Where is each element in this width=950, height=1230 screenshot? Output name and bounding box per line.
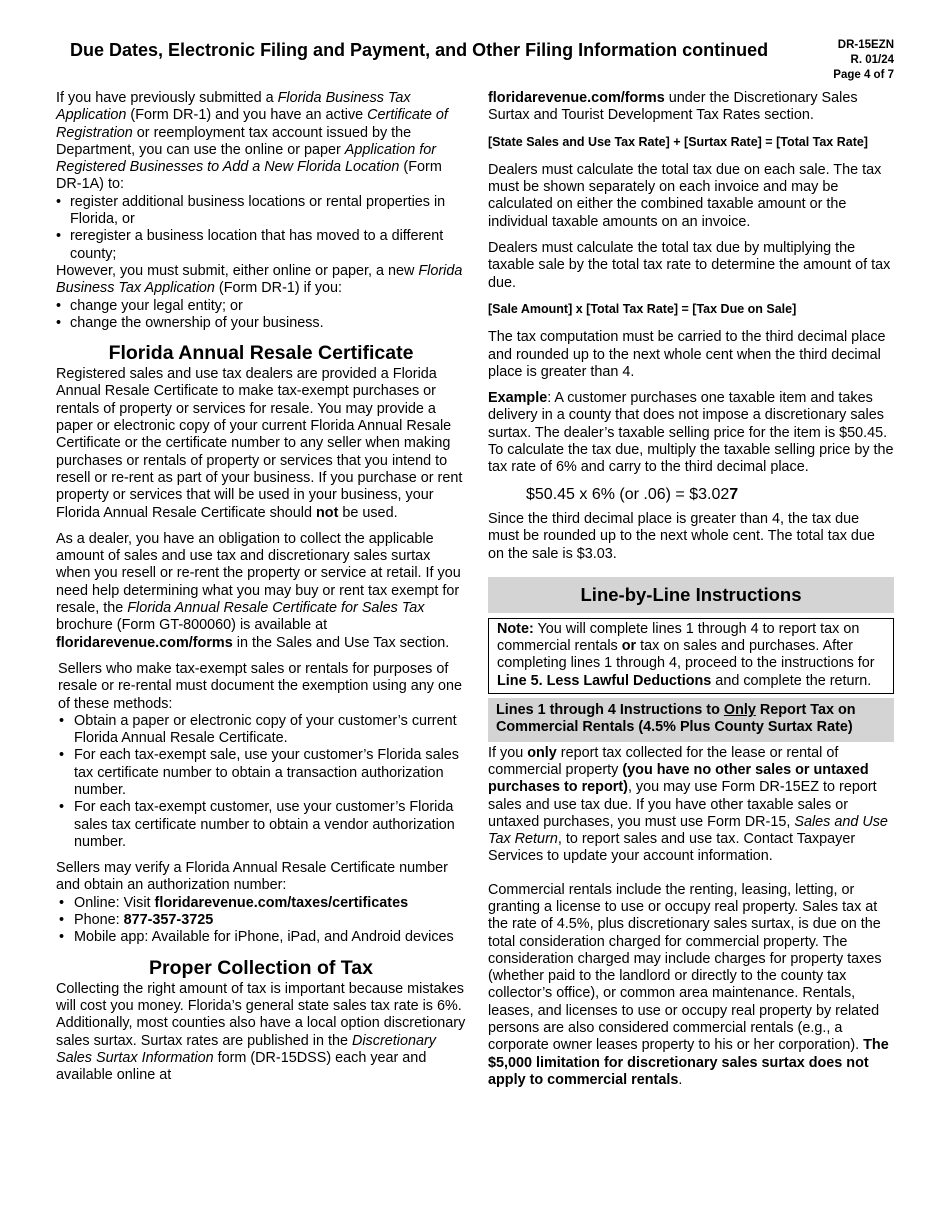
verify-paragraph: Sellers may verify a Florida Annual Resale Certificate number and obtain an authorization number: [56, 860, 448, 894]
emphasis-bold: not [315, 504, 339, 521]
form-title-italic: Discretionary Sales Surtax Information [56, 1032, 436, 1066]
text-run: in the Sales and Use Tax section. [232, 634, 450, 651]
third-decimal-digit: 7 [729, 485, 739, 503]
page-title: Due Dates, Electronic Filing and Payment, and Other Filing Information continued [70, 40, 769, 60]
list-item: • reregister a business location that has moved to a different county; [56, 228, 466, 263]
emphasis-bold: only [527, 744, 557, 761]
text-run: However, you must submit, either online or paper, a new [56, 262, 419, 279]
emphasis-bold: or [621, 638, 637, 655]
phone-number: 877-357-3725 [123, 912, 214, 929]
right-column [488, 90, 894, 1089]
resale-paragraph-1 [56, 366, 466, 522]
text-run: be used. [338, 504, 398, 521]
dr1a-intro-paragraph [56, 90, 466, 194]
tax-due-formula: [Sale Amount] x [Total Tax Rate] = [Tax Due on Sale] [488, 301, 797, 316]
text-run: report tax collected for the lease or rental of commercial property [488, 744, 839, 778]
dr1-however-paragraph [56, 263, 466, 298]
line-by-line-heading: Line-by-Line Instructions [488, 577, 894, 613]
verify-methods-list [56, 895, 466, 947]
rounding-paragraph: Since the third decimal place is greater than 4, the tax due must be rounded up to the next whole cent. The total tax due on the sale is $3.03. [488, 510, 875, 562]
text-run: If you have previously submitted a [56, 90, 278, 106]
form-title-italic: Florida Business Tax Application [56, 90, 411, 124]
list-item: • register additional business locations or rental properties in Florida, or [56, 194, 466, 229]
text-run: , to report sales and use tax. Contact Taxpayer Services to update your account information. [488, 831, 856, 865]
surtax-limitation-bold: The $5,000 limitation for discretionary sales surtax does not apply to commercial rentals [488, 1037, 889, 1088]
total-tax-rate-formula: [State Sales and Use Tax Rate] + [Surtax Rate] = [Total Tax Rate] [488, 134, 868, 149]
text-run: and complete the return. [711, 672, 872, 689]
form-title-italic: Application for Registered Businesses to Add a New Florida Location [56, 141, 436, 176]
example-calculation [526, 486, 894, 503]
dr1a-bullet-list [56, 194, 466, 263]
list-item: • change your legal entity; or [56, 298, 466, 315]
collection-paragraph [56, 981, 466, 1085]
commercial-rentals-subheading [488, 698, 894, 742]
dr1-bullet-list [56, 298, 466, 333]
list-item: • For each tax-exempt sale, use your customer’s Florida sales tax certificate number to obtain a transaction authorization number. [56, 747, 466, 799]
form-revision: R. 01/24 [850, 54, 894, 66]
forms-url: floridarevenue.com/forms [488, 90, 665, 106]
emphasis-bold: (you have no other sales or untaxed purchases to report) [488, 761, 869, 796]
form-title-italic: Sales and Use Tax Return [488, 813, 888, 848]
text-run: Registered sales and use tax dealers are provided a Florida Annual Resale Certificate to make tax-exempt purchases or rentals of property or services for resale. You may provide a paper or electronic copy of your current Florida Annual Resale Certificate or the certificate number to any seller when making purchases or rentals of property or services that you intend to resell or re-rent as part of your business. If you purchase or rent property or services that will be used in your business, your Florida Annual Resale Certificate should [56, 366, 463, 521]
certificate-italic: Certificate of Registration [56, 107, 448, 141]
form-title-italic: Florida Business Tax Application [56, 262, 463, 297]
text-run: : A customer purchases one taxable item and takes delivery in a county that does not impose a discretionary sales surtax. The dealer’s taxable selling price for the item is $50.45. To calculate the tax due, multiply the taxable selling price by the tax rate of 6% and carry to the third decimal place. [488, 390, 894, 476]
list-item: • Obtain a paper or electronic copy of your customer’s current Florida Annual Resale Certificate. [56, 713, 466, 748]
calculation-text: $50.45 x 6% (or .06) = $3.02 [526, 485, 730, 503]
dealers-paragraph-1: Dealers must calculate the total tax due on each sale. The tax must be shown separately on each invoice and may be calculated on either the combined taxable amount or the individual taxable amounts on an invoice. [488, 161, 882, 230]
text-run: Lines 1 through 4 Instructions to [496, 702, 724, 719]
dealers-paragraph-2: Dealers must calculate the total tax due by multiplying the taxable sale by the total tax rate to determine the amount of tax due. [488, 240, 891, 291]
text-run: Collecting the right amount of tax is important because mistakes will cost you money. Florida’s general state sales tax rate is 6%. Additionally, most counties also have a local option discretionary sales surtax. Surtax rates are published in the [56, 980, 466, 1049]
text-run: (Form DR-1A) to: [56, 159, 442, 193]
sellers-paragraph: Sellers who make tax-exempt sales or rentals for purposes of resale or re-rental must document the exemption using any one of these methods: [58, 660, 462, 712]
emphasis-underline: Only [723, 702, 756, 719]
form-code-block [833, 38, 894, 83]
commercial-rentals-paragraph [488, 882, 894, 1090]
text-run: As a dealer, you have an obligation to collect the applicable amount of sales and use tax and discretionary sales surtax when you resell or re-rent the property or service at retail. If you need help determining what you may buy or rent tax exempt for resale, the [56, 530, 461, 617]
certificates-url: floridarevenue.com/taxes/certificates [154, 894, 409, 911]
text-run: tax on sales and purchases. After completing lines 1 through 4, proceed to the instructions for [497, 638, 875, 672]
text-run: under the Discretionary Sales Surtax and Tourist Development Tax Rates section. [488, 90, 858, 124]
list-item [56, 912, 466, 929]
resale-paragraph-2 [56, 531, 466, 652]
forms-url: floridarevenue.com/forms [56, 634, 233, 651]
note-box [488, 618, 894, 694]
resale-certificate-heading: Florida Annual Resale Certificate [108, 342, 414, 365]
text-run: Report Tax on Commercial Rentals (4.5% Plus County Surtax Rate) [496, 702, 856, 736]
example-paragraph [488, 390, 894, 476]
list-item: • For each tax-exempt customer, use your customer’s Florida sales tax certificate number to obtain a vendor authorization number. [56, 799, 466, 851]
note-label: Note: [497, 620, 534, 637]
proper-collection-heading: Proper Collection of Tax [149, 956, 373, 979]
exemption-methods-list [56, 713, 466, 851]
text-run: Online: Visit [74, 894, 155, 911]
computation-paragraph: The tax computation must be carried to the third decimal place and rounded up to the next whole cent when the third decimal place is greater than 4. [488, 329, 886, 380]
form-code: DR-15EZN [837, 39, 894, 51]
text-run: or reemployment tax account issued by the Department, you can use the online or paper [56, 124, 412, 158]
continued-paragraph [488, 90, 894, 125]
text-run: (Form DR-1) and you have an active [126, 107, 368, 124]
text-run: (Form DR-1) if you: [214, 280, 343, 297]
list-item [56, 895, 466, 912]
only-commercial-paragraph [488, 745, 894, 866]
example-label: Example [488, 390, 548, 407]
text-run: . [678, 1071, 683, 1088]
text-run: , you may use Form DR-15EZ to report sales and use tax due. If you have other taxable sales or untaxed purchases, you must use Form DR-15, [488, 779, 877, 830]
text-run: Phone: [74, 912, 124, 929]
text-run: brochure (Form GT-800060) is available at [56, 617, 328, 634]
list-item: • change the ownership of your business. [56, 315, 466, 332]
text-run: Commercial rentals include the renting, leasing, letting, or granting a license to use or occupy real property. Sales tax at the rate of 4.5%, plus discretionary sales surtax, is due on the total consideration charged for commercial property. The consideration charged may include charges for property taxes (whether paid to the landlord or directly to the county tax collector’s office), or common area maintenance. Rentals, leases, and licenses to use or occupy real property by related persons are also considered commercial rentals (e.g., a corporate owner leases property to his or her corporation). [488, 881, 882, 1054]
text-run: form (DR-15DSS) each year and available online at [56, 1049, 427, 1084]
text-run: You will complete lines 1 through 4 to report tax on commercial rentals [497, 620, 860, 655]
brochure-title-italic: Florida Annual Resale Certificate for Sales Tax [127, 600, 425, 617]
text-run: If you [488, 744, 528, 761]
left-column [56, 90, 466, 1084]
page-number: Page 4 of 7 [833, 69, 894, 81]
line5-reference: Line 5. Less Lawful Deductions [497, 672, 712, 689]
list-item: • Mobile app: Available for iPhone, iPad, and Android devices [56, 929, 466, 946]
